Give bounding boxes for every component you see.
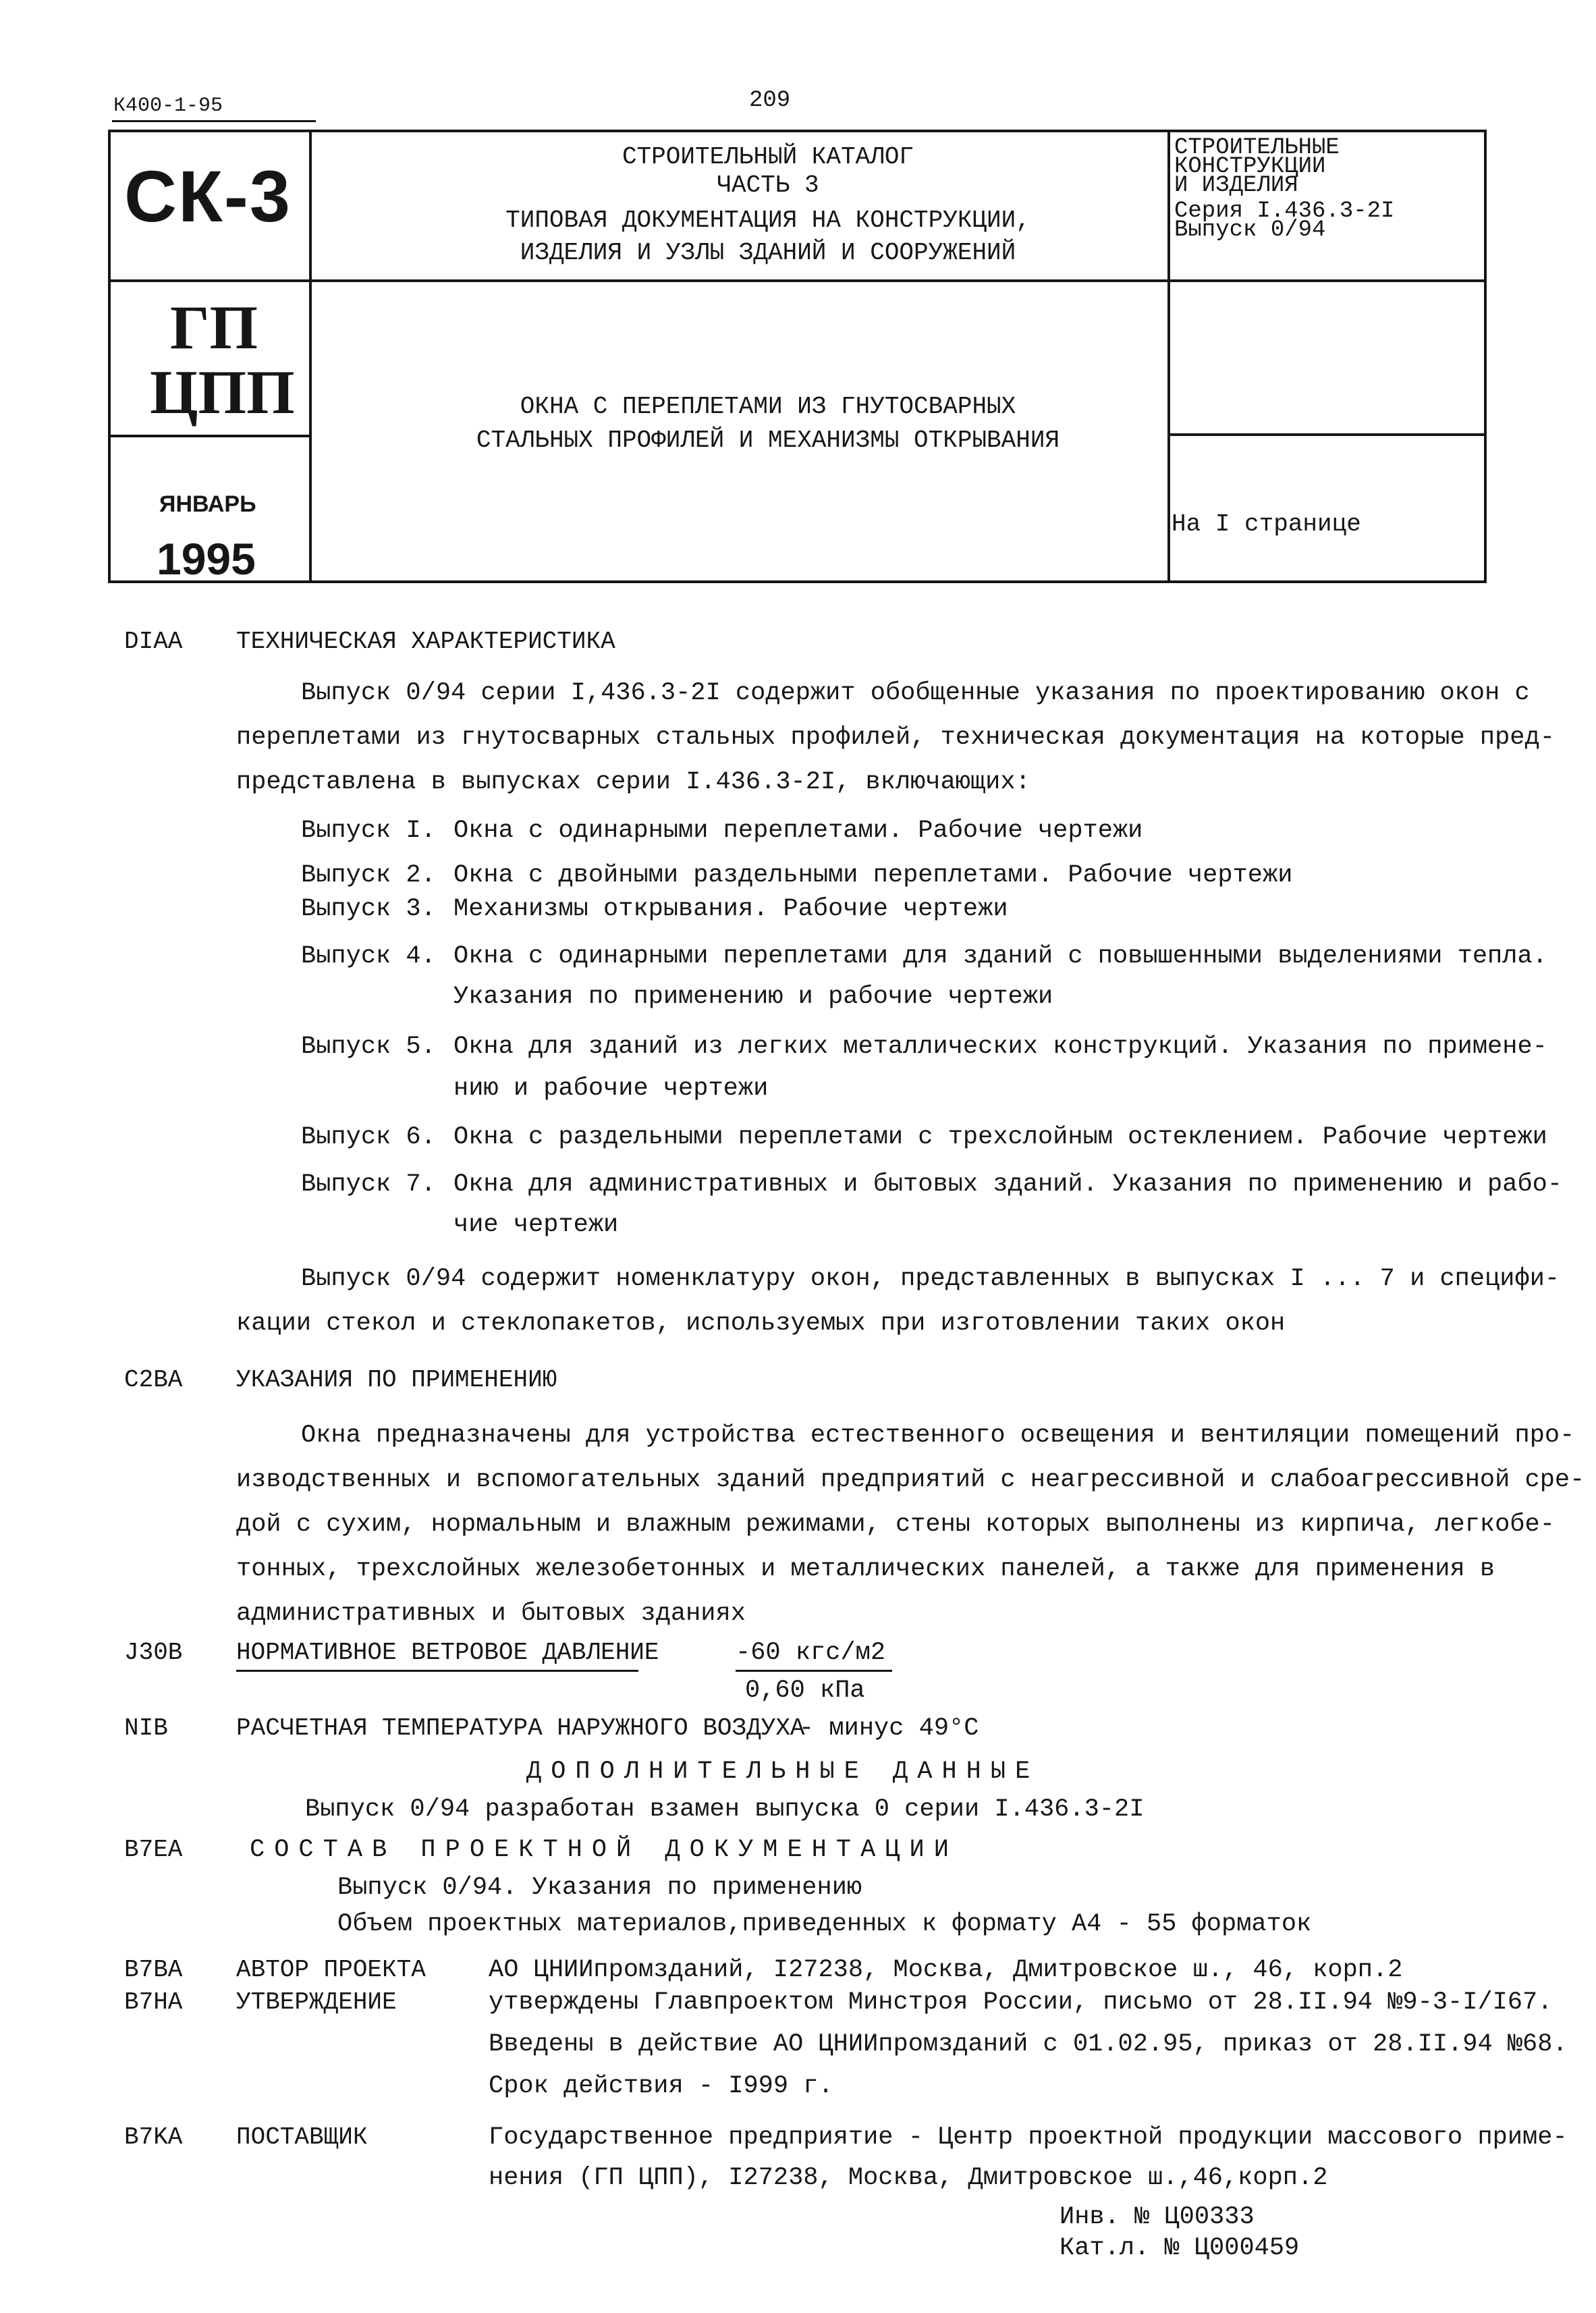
divider-header-row xyxy=(108,279,1487,282)
paragraph-line: изводственных и вспомогательных зданий предприятий с неагрессивной и слабоагрессивной сре- xyxy=(236,1466,1585,1494)
outdoor-temperature-label: РАСЧЕТНАЯ ТЕМПЕРАТУРА НАРУЖНОГО ВОЗДУХА xyxy=(236,1714,805,1742)
section-code: J30B xyxy=(124,1639,183,1666)
extra-data-line: Выпуск 0/94 разработан взамен выпуска 0 серии I.436.3-2I xyxy=(305,1795,1145,1824)
composition-line: Объем проектных материалов,приведенных к формату А4 - 55 форматок xyxy=(337,1910,1312,1938)
document-code: К400-1-95 xyxy=(113,94,223,117)
section-heading: ТЕХНИЧЕСКАЯ ХАРАКТЕРИСТИКА xyxy=(236,628,615,655)
approval-line: утверждены Главпроектом Минстроя России, письмо от 28.II.94 №9-3-I/I67. xyxy=(489,1988,1553,2017)
issue-number: Выпуск 0/94 xyxy=(1174,217,1326,243)
extra-data-heading: ДОПОЛНИТЕЛЬНЫЕ ДАННЫЕ xyxy=(526,1758,1040,1786)
paragraph-line: переплетами из гнутосварных стальных профилей, техническая документация на которые пред- xyxy=(236,724,1555,752)
approval-line: Срок действия - I999 г. xyxy=(489,2072,833,2100)
paragraph-line: тонных, трехслойных железобетонных и металлических панелей, а также для применения в xyxy=(236,1555,1495,1583)
paragraph-line: Выпуск 0/94 серии I,436.3-2I содержит обобщенные указания по проектированию окон с xyxy=(301,679,1530,707)
supplier-label: ПОСТАВЩИК xyxy=(236,2123,368,2151)
wind-pressure-value-kpa: 0,60 кПа xyxy=(745,1677,865,1705)
org-code-line1: ГП xyxy=(170,293,258,362)
approval-label: УТВЕРЖДЕНИЕ xyxy=(236,1988,397,2016)
issue-text: чие чертежи xyxy=(453,1211,619,1239)
series-number: Серия I.436.3-2I xyxy=(1174,198,1395,224)
issue-label: Выпуск 6. xyxy=(301,1123,436,1151)
document-title-line: СТАЛЬНЫХ ПРОФИЛЕЙ И МЕХАНИЗМЫ ОТКРЫВАНИЯ xyxy=(476,427,1060,454)
wind-pressure-value: -60 кгс/м2 xyxy=(736,1639,886,1667)
pages-note: На I странице xyxy=(1172,510,1361,538)
paragraph-line: представлена в выпусках серии I.436.3-2I, включающих: xyxy=(236,768,1030,796)
org-code-line2: ЦПП xyxy=(150,358,295,427)
issue-label: Выпуск I. xyxy=(301,817,436,845)
section-code: B7HA xyxy=(124,1988,183,2016)
right-header-line: СТРОИТЕЛЬНЫЕ xyxy=(1174,135,1340,161)
wind-label-underline xyxy=(236,1670,638,1672)
issue-year: 1995 xyxy=(157,534,256,584)
paragraph-line: кации стекол и стеклопакетов, используемых при изготовлении таких окон xyxy=(236,1309,1286,1338)
catalog-line: ТИПОВАЯ ДОКУМЕНТАЦИЯ НА КОНСТРУКЦИИ, xyxy=(505,207,1030,234)
issue-label: Выпуск 2. xyxy=(301,861,436,890)
issue-label: Выпуск 4. xyxy=(301,942,436,971)
right-header-line: КОНСТРУКЦИИ xyxy=(1174,154,1326,180)
outdoor-temperature-value: - минус 49°С xyxy=(799,1714,979,1743)
divider-right-pages xyxy=(1167,433,1487,436)
section-code: B7BA xyxy=(124,1956,183,1984)
section-heading: УКАЗАНИЯ ПО ПРИМЕНЕНИЮ xyxy=(236,1366,557,1394)
divider-left-column xyxy=(309,130,312,583)
section-code: NIB xyxy=(124,1714,168,1742)
wind-pressure-label: НОРМАТИВНОЕ ВЕТРОВОЕ ДАВЛЕНИЕ xyxy=(236,1639,659,1666)
section-code: B7KA xyxy=(124,2123,183,2151)
issue-text: Механизмы открывания. Рабочие чертежи xyxy=(453,895,1008,923)
issue-text: Указания по применению и рабочие чертежи xyxy=(453,983,1053,1011)
paragraph-line: Окна предназначены для устройства естественного освещения и вентиляции помещений про- xyxy=(301,1421,1575,1450)
author-text: АО ЦНИИпромзданий, I27238, Москва, Дмитровское ш., 46, корп.2 xyxy=(489,1956,1403,1984)
issue-text: Окна с двойными раздельными переплетами. Рабочие чертежи xyxy=(453,861,1293,890)
catalog-line: СТРОИТЕЛЬНЫЙ КАТАЛОГ xyxy=(622,143,914,171)
catalog-sheet-number: Кат.л. № Ц000459 xyxy=(1060,2234,1300,2262)
wind-fraction-bar xyxy=(736,1670,892,1672)
right-header-line: И ИЗДЕЛИЯ xyxy=(1174,173,1298,198)
issue-label: Выпуск 3. xyxy=(301,895,436,923)
paragraph-line: Выпуск 0/94 содержит номенклатуру окон, представленных в выпусках I ... 7 и специфи- xyxy=(301,1265,1560,1293)
catalog-line: ЧАСТЬ 3 xyxy=(717,171,819,199)
section-code: C2BA xyxy=(124,1366,183,1394)
section-code: DIAA xyxy=(124,628,183,655)
catalog-line: ИЗДЕЛИЯ И УЗЛЫ ЗДАНИЙ И СООРУЖЕНИЙ xyxy=(520,239,1016,267)
supplier-line: Государственное предприятие - Центр проектной продукции массового приме- xyxy=(489,2123,1568,2152)
issue-text: Окна с раздельными переплетами с трехслойным остеклением. Рабочие чертежи xyxy=(453,1123,1547,1151)
issue-text: нию и рабочие чертежи xyxy=(453,1074,769,1103)
author-label: АВТОР ПРОЕКТА xyxy=(236,1956,426,1984)
issue-month: ЯНВАРЬ xyxy=(159,491,256,517)
paragraph-line: административных и бытовых зданиях xyxy=(236,1600,746,1628)
issue-text: Окна для административных и бытовых зданий. Указания по применению и рабо- xyxy=(453,1170,1563,1199)
document-title-line: ОКНА С ПЕРЕПЛЕТАМИ ИЗ ГНУТОСВАРНЫХ xyxy=(520,393,1016,420)
page-number: 209 xyxy=(749,88,791,113)
composition-line: Выпуск 0/94. Указания по применению xyxy=(337,1874,862,1902)
document-code-underline xyxy=(112,120,316,122)
section-code: B7EA xyxy=(124,1836,183,1863)
divider-left-org xyxy=(108,435,310,437)
approval-line: Введены в действие АО ЦНИИпромзданий с 01.02.95, приказ от 28.II.94 №68. xyxy=(489,2030,1568,2059)
supplier-line: нения (ГП ЦПП), I27238, Москва, Дмитровское ш.,46,корп.2 xyxy=(489,2164,1328,2192)
issue-label: Выпуск 5. xyxy=(301,1033,436,1061)
issue-text: Окна для зданий из легких металлических конструкций. Указания по примене- xyxy=(453,1033,1547,1061)
inventory-number: Инв. № Ц00333 xyxy=(1060,2203,1255,2231)
series-code: СК-3 xyxy=(124,155,292,237)
issue-text: Окна с одинарными переплетами. Рабочие чертежи xyxy=(453,817,1143,845)
issue-label: Выпуск 7. xyxy=(301,1170,436,1199)
issue-text: Окна с одинарными переплетами для зданий с повышенными выделениями тепла. xyxy=(453,942,1547,971)
paragraph-line: дой с сухим, нормальным и влажным режимами, стены которых выполнены из кирпича, легкобе- xyxy=(236,1511,1555,1539)
composition-heading: СОСТАВ ПРОЕКТНОЙ ДОКУМЕНТАЦИИ xyxy=(250,1836,958,1864)
